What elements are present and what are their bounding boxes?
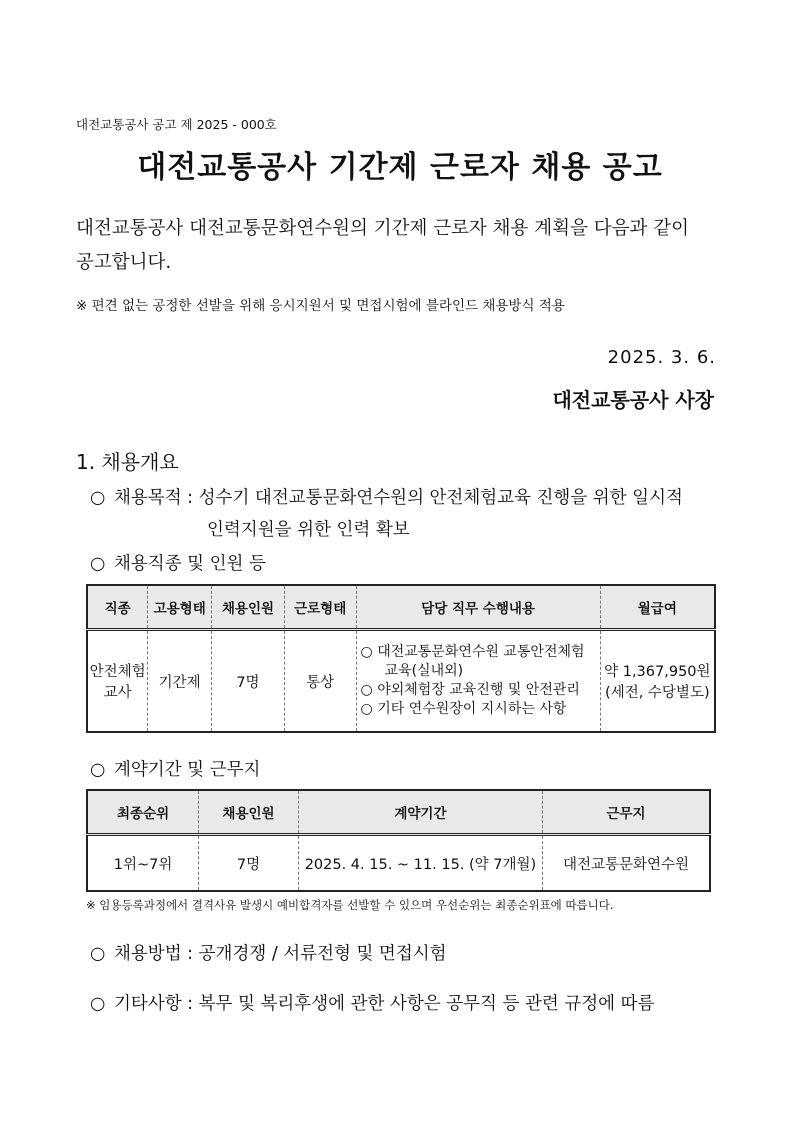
method-text: 채용방법 : 공개경쟁 / 서류전형 및 면접시험 — [114, 944, 447, 964]
purpose-text-cont: 인력지원을 위한 인력 확보 — [207, 520, 410, 540]
employment-type-cell: 기간제 — [148, 630, 212, 733]
headcount-cell: 7명 — [199, 835, 299, 892]
other-matters — [90, 990, 654, 1015]
notice-date: 2025. 3. 6. — [607, 347, 716, 368]
salary-note: (세전, 수당별도) — [605, 685, 710, 701]
column-header: 채용인원 — [212, 585, 285, 630]
work-type-cell: 통상 — [284, 630, 356, 733]
contract-table — [86, 789, 711, 892]
bullet-circle-icon: ○ — [90, 944, 106, 964]
column-header: 채용인원 — [199, 790, 299, 835]
signer: 대전교통공사 사장 — [552, 388, 714, 412]
table-header-row — [87, 790, 710, 835]
duty-2: ○ 야외체험장 교육진행 및 안전관리 — [360, 682, 580, 698]
salary-amount: 약 1,367,950원 — [604, 664, 711, 680]
table-row — [87, 835, 710, 892]
column-header: 월급여 — [600, 585, 715, 630]
salary-cell — [600, 630, 715, 733]
job-line-2: 교사 — [103, 685, 132, 701]
job-section-heading — [90, 550, 266, 575]
column-header: 고용형태 — [148, 585, 212, 630]
column-header: 담당 직무 수행내용 — [356, 585, 600, 630]
duties-cell — [356, 630, 600, 733]
job-section-title: 채용직종 및 인원 등 — [114, 554, 266, 574]
purpose-text: 채용목적 : 성수기 대전교통문화연수원의 안전체험교육 진행을 위한 일시적 — [114, 488, 683, 508]
rank-cell: 1위~7위 — [113, 856, 173, 873]
column-header: 근로형태 — [284, 585, 356, 630]
column-header: 계약기간 — [298, 790, 542, 835]
duty-1-cont: 교육(실내외) — [384, 663, 464, 679]
bullet-circle-icon: ○ — [90, 554, 106, 574]
column-header: 근무지 — [543, 790, 710, 835]
intro-line-2: 공고합니다. — [76, 252, 172, 273]
page-title: 대전교통공사 기간제 근로자 채용 공고 — [137, 150, 663, 185]
column-header: 최종순위 — [87, 790, 199, 835]
table-header-row — [87, 585, 715, 630]
section-heading: 1. 채용개요 — [76, 450, 179, 474]
bullet-circle-icon: ○ — [90, 488, 106, 508]
job-table — [86, 584, 716, 733]
bullet-circle-icon: ○ — [90, 760, 106, 780]
duty-3: ○ 기타 연수원장이 지시하는 사항 — [360, 701, 567, 717]
contract-section-title: 계약기간 및 근무지 — [114, 760, 261, 780]
other-text: 기타사항 : 복무 및 복리후생에 관한 사항은 공무직 등 관련 규정에 따름 — [114, 994, 655, 1014]
blind-recruitment-note: ※ 편견 없는 공정한 선발을 위해 응시지원서 및 면접시험에 블라인드 채용방식 적용 — [76, 298, 565, 314]
bullet-circle-icon: ○ — [90, 994, 106, 1014]
workplace-cell: 대전교통문화연수원 — [543, 835, 710, 892]
duty-1: ○ 대전교통문화연수원 교통안전체험 — [360, 644, 585, 660]
contract-period-cell: 2025. 4. 15. ~ 11. 15. (약 7개월) — [298, 835, 542, 892]
intro-line-1: 대전교통공사 대전교통문화연수원의 기간제 근로자 채용 계획을 다음과 같이 — [76, 218, 690, 239]
headcount-cell: 7명 — [212, 630, 285, 733]
contract-section-heading — [90, 756, 260, 781]
recruitment-purpose — [90, 482, 740, 546]
job-line-1: 안전체험 — [89, 664, 146, 680]
intro-paragraph — [76, 212, 736, 280]
recruitment-method — [90, 940, 447, 965]
job-cell — [87, 630, 148, 733]
column-header: 직종 — [87, 585, 148, 630]
reserve-candidate-note: ※ 임용등록과정에서 결격사유 발생시 예비합격자를 선발할 수 있으며 우선순위는 최종순위표에 따릅니다. — [86, 898, 614, 912]
notice-number: 대전교통공사 공고 제 2025 - 000호 — [76, 117, 277, 132]
table-row — [87, 630, 715, 733]
